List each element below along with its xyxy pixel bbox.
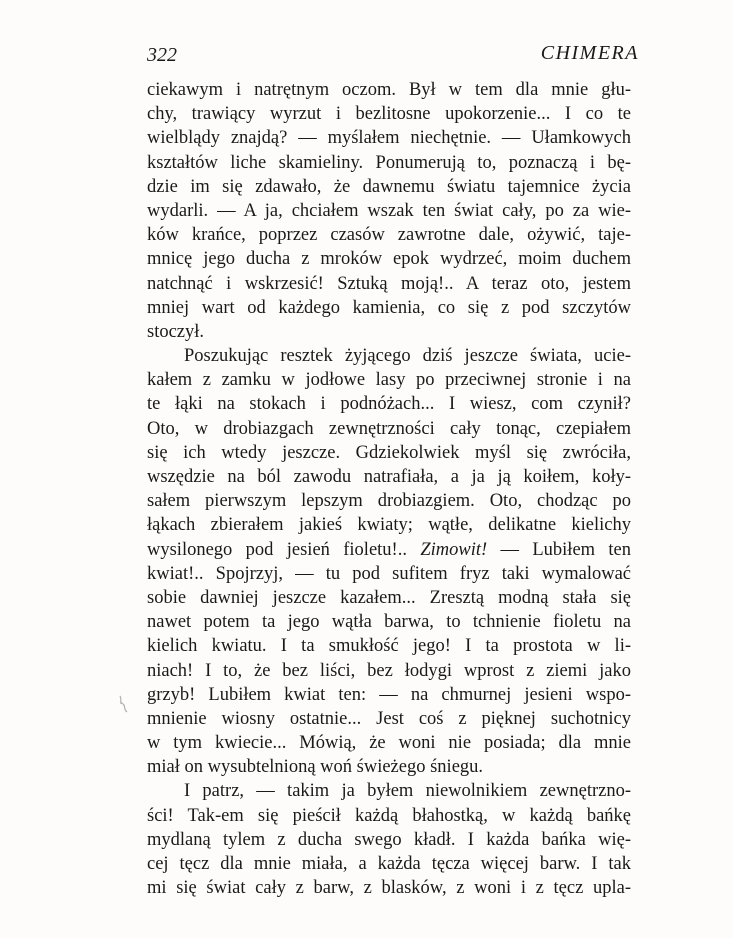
text-line: ków krańce, poprzez czasów zawrotne dale, ożywić, taje- [147,225,631,246]
text-line: wielblądy znajdą? — myślałem niechętnie. — Ułamkowych [147,128,631,149]
text-line: mniej wart od każdego kamienia, co się z pod szczytów [147,297,631,318]
paper-speck-mark [117,694,131,714]
text-line: chy, trawiący wyrzut i bezlitosne upokorzenie... I co te [147,104,631,125]
text-line: mnienie wiosny ostatnie... Jest coś z pięknej suchotnicy [147,708,631,729]
text-line: sałem pierwszym lepszym drobiazgiem. Oto, chodząc po [147,491,631,512]
italic-word-zimowit: Zimowit! [420,539,488,560]
text-segment: — Lubiłem ten [500,539,632,560]
text-line: niach! I to, że bez liści, bez łodygi wprost z ziemi jako [147,660,631,681]
text-line: kształtów liche skamieliny. Ponumerują to, poznaczą i bę- [147,152,631,173]
text-line: kwiat!.. Spojrzyj, — tu pod sufitem fryz taki wymalować [147,563,631,584]
running-head: CHIMERA [540,42,639,64]
text-line: I patrz, — takim ja byłem niewolnikiem zewnętrzno- [184,781,631,802]
text-line: Poszukując resztek żyjącego dziś jeszcze świata, ucie- [184,346,631,367]
page-number: 322 [147,44,177,66]
body-text [147,78,631,900]
text-line: kałem z zamku w jodłowe lasy po przeciwnej stronie i na [147,370,631,391]
text-line: natchnąć i wskrzesić! Sztuką moją!.. A teraz oto, jestem [147,273,631,294]
text-line: sobie dawniej jeszcze kazałem... Zresztą modną stała się [147,587,631,608]
text-line: wszędzie na ból zawodu natrafiała, a ja ją koiłem, koły- [147,467,631,487]
text-line: nawet potem ta jego wątła barwa, to tchnienie fioletu na [147,612,631,633]
text-line: łąkach zbierałem jakieś kwiaty; wątłe, delikatne kielichy [147,515,631,536]
text-line: dzie im się zdawało, że dawnemu światu tajemnice życia [147,176,631,197]
text-line: kielich kwiatu. I ta smukłość jego! I ta prostota w li- [147,636,631,657]
text-line: wydarli. — A ja, chciałem wszak ten świat cały, po za wie- [147,200,631,221]
text-line: grzyb! Lubiłem kwiat ten: — na chmurnej jesieni wspo- [147,684,631,705]
text-line: w tym kwiecie... Mówią, że woni nie posiada; dla mnie [147,733,631,754]
text-line: Oto, w drobiazgach zewnętrzności cały tonąc, czepiałem [147,418,631,439]
text-line: cej tęcz dla mnie miała, a każda tęcza więcej barw. I tak [147,854,631,874]
text-line: miał on wysubtelnioną woń świeżego śniegu. [147,757,484,778]
text-line: mydlaną tylem z ducha swego kładł. I każda bańka wię- [147,829,631,850]
text-line: się ich wtedy jeszcze. Gdziekolwiek myśl się zwróciła, [147,442,631,463]
text-line: mnicę jego ducha z mroków epok wydrzeć, moim duchem [147,249,631,270]
text-line: ści! Tak-em się pieścił każdą błahostką, w każdą bańkę [147,805,631,826]
text-line-mixed [147,538,631,562]
text-segment: wysilonego pod jesień fioletu!.. [147,539,407,560]
text-line: mi się świat cały z barw, z blasków, z woni i z tęcz upla- [147,878,631,899]
text-line: ciekawym i natrętnym oczom. Był w tem dla mnie głu- [147,80,631,100]
text-line: stoczył. [147,321,205,342]
text-line: te łąki na stokach i podnóżach... I wiesz, com czynił? [147,394,631,415]
